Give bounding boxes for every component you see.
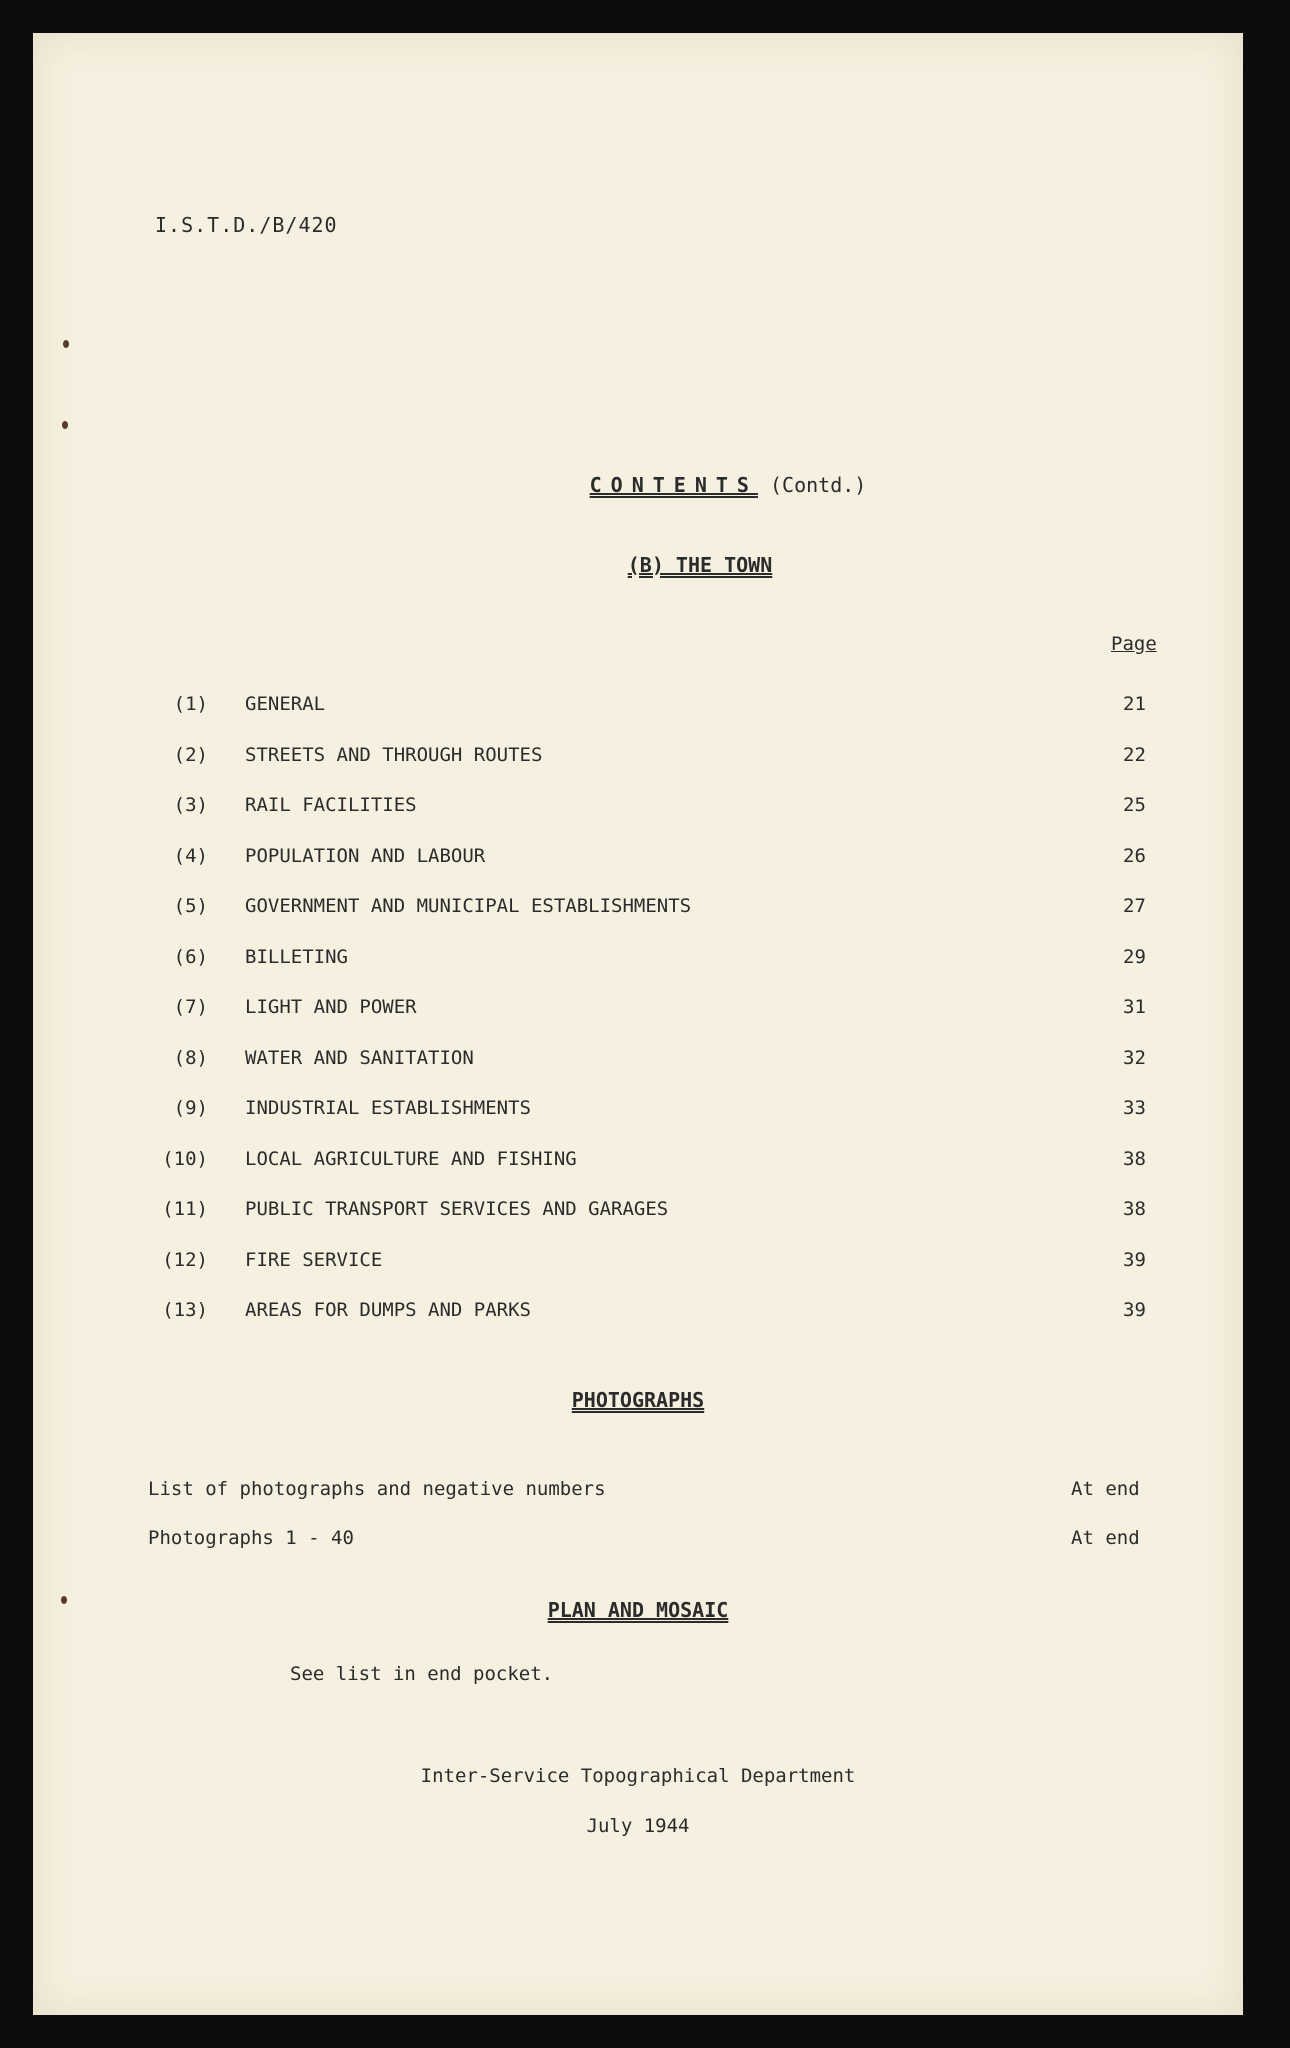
toc-number: (12): [162, 1249, 208, 1271]
toc-row: [33, 946, 1243, 986]
toc-number: (2): [173, 744, 208, 766]
toc-page-number: 21: [1123, 693, 1146, 715]
punch-mark: [63, 340, 69, 348]
toc-title: LOCAL AGRICULTURE AND FISHING: [245, 1148, 577, 1170]
toc-page-number: 38: [1123, 1198, 1146, 1220]
page-column-header: Page: [1111, 633, 1157, 655]
toc-page-number: 39: [1123, 1299, 1146, 1321]
plan-title: PLAN AND MOSAIC: [547, 1598, 729, 1622]
toc-number: (5): [173, 895, 208, 917]
toc-title: PUBLIC TRANSPORT SERVICES AND GARAGES: [245, 1198, 669, 1220]
toc-title: GOVERNMENT AND MUNICIPAL ESTABLISHMENTS: [245, 895, 692, 917]
toc-row: [33, 845, 1243, 885]
toc-row: [33, 1249, 1243, 1289]
toc-number: (8): [173, 1047, 208, 1069]
toc-title: WATER AND SANITATION: [245, 1047, 474, 1069]
photographs-row-value: At end: [1071, 1478, 1140, 1500]
contents-title: CONTENTS: [589, 473, 758, 497]
photographs-row-label: List of photographs and negative numbers: [148, 1478, 606, 1500]
toc-page-number: 29: [1123, 946, 1146, 968]
toc-row: [33, 996, 1243, 1036]
photographs-row-value: At end: [1071, 1527, 1140, 1549]
toc-row: [33, 1047, 1243, 1087]
photographs-title: PHOTOGRAPHS: [571, 1388, 705, 1412]
document-date: July 1944: [586, 1815, 690, 1837]
toc-number: (11): [162, 1198, 208, 1220]
toc-page-number: 27: [1123, 895, 1146, 917]
toc-title: STREETS AND THROUGH ROUTES: [245, 744, 543, 766]
contents-suffix: (Contd.): [770, 473, 867, 497]
toc-page-number: 31: [1123, 996, 1146, 1018]
department-name: Inter-Service Topographical Department: [420, 1765, 856, 1787]
toc-page-number: 33: [1123, 1097, 1146, 1119]
toc-number: (10): [162, 1148, 208, 1170]
photographs-heading: [33, 1388, 1243, 1412]
toc-page-number: 22: [1123, 744, 1146, 766]
toc-title: RAIL FACILITIES: [245, 794, 417, 816]
toc-row: [33, 1148, 1243, 1188]
toc-row: [33, 744, 1243, 784]
toc-row: [33, 794, 1243, 834]
contents-heading: [123, 473, 1290, 497]
toc-page-number: 25: [1123, 794, 1146, 816]
plan-note: See list in end pocket.: [290, 1663, 554, 1685]
toc-page-number: 38: [1123, 1148, 1146, 1170]
toc-title: POPULATION AND LABOUR: [245, 845, 486, 867]
photographs-row-label: Photographs 1 - 40: [148, 1527, 354, 1549]
document-page: [33, 33, 1243, 2015]
toc-title: FIRE SERVICE: [245, 1249, 383, 1271]
document-reference: I.S.T.D./B/420: [155, 213, 338, 237]
punch-mark: [62, 421, 68, 429]
toc-row: [33, 1299, 1243, 1339]
toc-page-number: 32: [1123, 1047, 1146, 1069]
toc-page-number: 26: [1123, 845, 1146, 867]
toc-number: (1): [173, 693, 208, 715]
toc-title: BILLETING: [245, 946, 348, 968]
toc-title: AREAS FOR DUMPS AND PARKS: [245, 1299, 531, 1321]
toc-title: LIGHT AND POWER: [245, 996, 417, 1018]
toc-number: (7): [173, 996, 208, 1018]
section-heading: [95, 553, 1290, 577]
toc-number: (9): [173, 1097, 208, 1119]
toc-row: [33, 693, 1243, 733]
toc-page-number: 39: [1123, 1249, 1146, 1271]
toc-row: [33, 1097, 1243, 1137]
toc-row: [33, 895, 1243, 935]
toc-number: (13): [162, 1299, 208, 1321]
plan-heading: [33, 1598, 1243, 1622]
toc-number: (3): [173, 794, 208, 816]
toc-number: (4): [173, 845, 208, 867]
toc-title: INDUSTRIAL ESTABLISHMENTS: [245, 1097, 531, 1119]
toc-number: (6): [173, 946, 208, 968]
toc-row: [33, 1198, 1243, 1238]
toc-title: GENERAL: [245, 693, 326, 715]
section-title: (B) THE TOWN: [627, 553, 773, 577]
